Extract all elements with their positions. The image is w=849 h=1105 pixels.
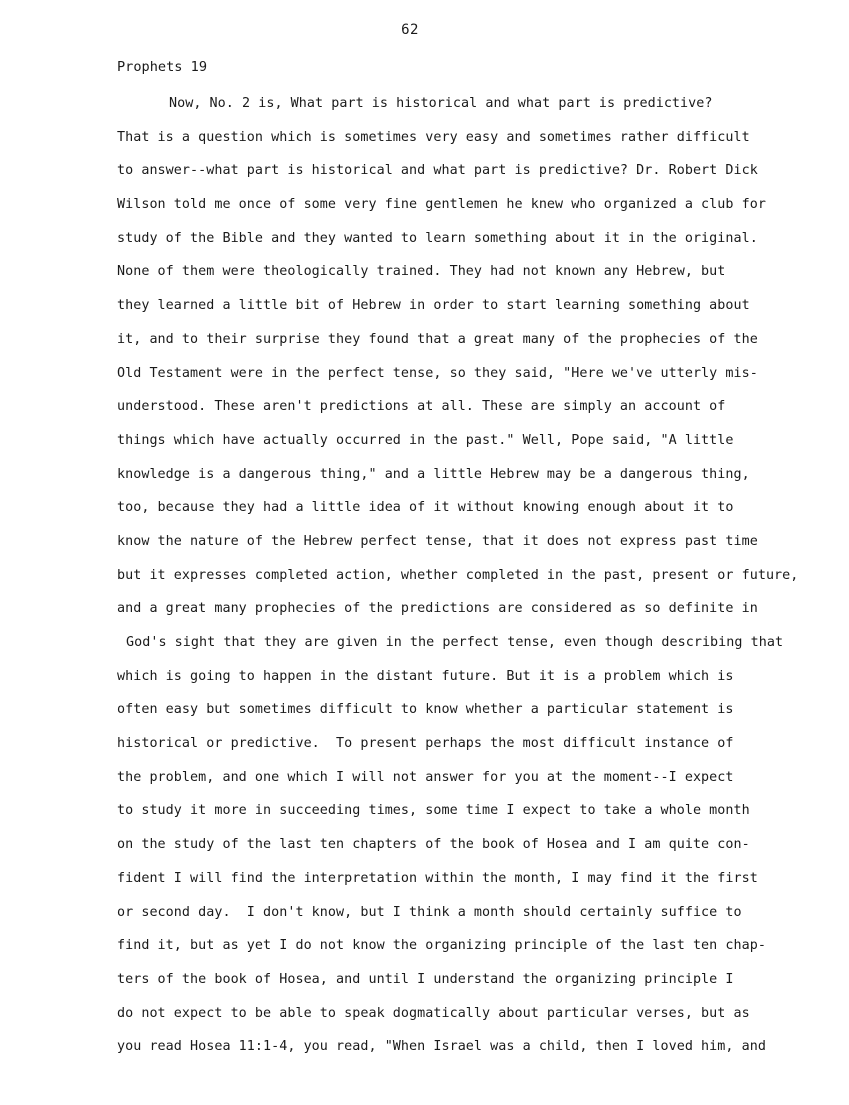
text-line: historical or predictive. To present perhaps the most difficult instance of — [117, 736, 734, 752]
text-line: know the nature of the Hebrew perfect tense, that it does not express past time — [117, 533, 758, 549]
text-line: you read Hosea 11:1-4, you read, "When Israel was a child, then I loved him, and — [117, 1039, 766, 1055]
text-line: fident I will find the interpretation within the month, I may find it the first — [117, 870, 758, 886]
body-text — [117, 87, 817, 1064]
text-line: Now, No. 2 is, What part is historical and what part is predictive? — [169, 96, 713, 111]
text-line: understood. These aren't predictions at all. These are simply an account of — [117, 399, 726, 415]
text-line: but it expresses completed action, whether completed in the past, present or future, — [117, 567, 799, 583]
section-header: Prophets 19 — [117, 59, 208, 75]
text-line: knowledge is a dangerous thing," and a little Hebrew may be a dangerous thing, — [117, 466, 750, 482]
page-number: 62 — [401, 22, 419, 38]
text-line: study of the Bible and they wanted to learn something about it in the original. — [117, 230, 758, 246]
text-line: do not expect to be able to speak dogmatically about particular verses, but as — [117, 1005, 750, 1021]
text-line: That is a question which is sometimes very easy and sometimes rather difficult — [117, 129, 750, 145]
text-line: to answer--what part is historical and what part is predictive? Dr. Robert Dick — [117, 163, 758, 179]
text-line: it, and to their surprise they found that a great many of the prophecies of the — [117, 331, 758, 347]
text-line: Old Testament were in the perfect tense, so they said, "Here we've utterly mis- — [117, 365, 758, 381]
text-line: None of them were theologically trained. They had not known any Hebrew, but — [117, 264, 726, 280]
text-line: they learned a little bit of Hebrew in order to start learning something about — [117, 298, 750, 314]
text-line: or second day. I don't know, but I think a month should certainly suffice to — [117, 904, 742, 920]
text-line: often easy but sometimes difficult to know whether a particular statement is — [117, 702, 734, 718]
text-line: Wilson told me once of some very fine gentlemen he knew who organized a club for — [117, 197, 766, 213]
text-line: ters of the book of Hosea, and until I understand the organizing principle I — [117, 971, 734, 987]
text-line: too, because they had a little idea of it without knowing enough about it to — [117, 500, 734, 516]
text-line: on the study of the last ten chapters of the book of Hosea and I am quite con- — [117, 837, 750, 853]
text-line: things which have actually occurred in the past." Well, Pope said, "A little — [117, 432, 734, 448]
text-line: God's sight that they are given in the perfect tense, even though describing that — [126, 635, 784, 650]
text-line: which is going to happen in the distant future. But it is a problem which is — [117, 668, 734, 684]
text-line: the problem, and one which I will not answer for you at the moment--I expect — [117, 769, 734, 785]
text-line: to study it more in succeeding times, some time I expect to take a whole month — [117, 803, 750, 819]
text-line: find it, but as yet I do not know the organizing principle of the last ten chap- — [117, 938, 766, 954]
text-line: and a great many prophecies of the predictions are considered as so definite in — [117, 601, 758, 617]
